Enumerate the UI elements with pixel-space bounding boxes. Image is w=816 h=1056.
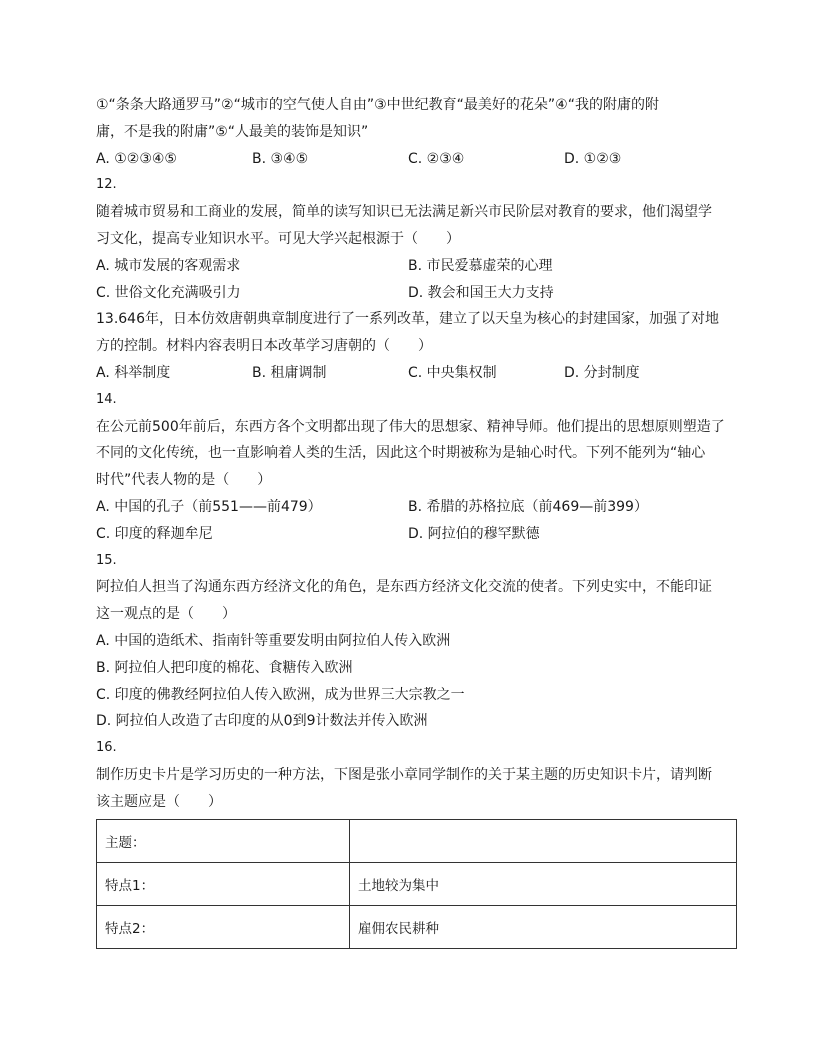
q12-option-b: B. 市民爱慕虚荣的心理 — [408, 257, 553, 274]
q14-options-row2 — [96, 521, 738, 548]
q12-option-a: A. 城市发展的客观需求 — [96, 257, 241, 274]
q13-option-b: B. 租庸调制 — [252, 364, 327, 381]
q12-stem-line1: 随着城市贸易和工商业的发展，简单的读写知识已无法满足新兴市民阶层对教育的要求，他们渴望学 — [96, 204, 712, 221]
q14-options-row1 — [96, 494, 738, 521]
q11-stem-line1: ①“条条大路通罗马”②“城市的空气使人自由”③中世纪教育“最美好的花朵”④“我的附庸的附 — [96, 97, 659, 113]
card-key-theme: 主题： — [97, 820, 350, 863]
q15-option-b: B. 阿拉伯人把印度的棉花、食糖传入欧洲 — [96, 659, 353, 676]
q16-stem-line2: 该主题应是（ ） — [96, 793, 222, 810]
q11-stem-line2: 庸，不是我的附庸”⑤“人最美的装饰是知识” — [96, 123, 369, 140]
q12-options-row2 — [96, 280, 738, 307]
q14-option-b: B. 希腊的苏格拉底（前469—前399） — [408, 498, 648, 515]
q14-number: 14. — [96, 391, 117, 407]
q12-options-row1 — [96, 253, 738, 280]
q14-option-d: D. 阿拉伯的穆罕默德 — [408, 525, 540, 542]
q11-option-b: B. ③④⑤ — [252, 150, 309, 167]
q14-option-c: C. 印度的释迦牟尼 — [96, 525, 213, 542]
q15-stem-line1: 阿拉伯人担当了沟通东西方经济文化的角色，是东西方经济文化交流的使者。下列史实中，不能印证 — [96, 579, 712, 596]
q11-option-c: C. ②③④ — [408, 150, 465, 167]
q12-option-c: C. 世俗文化充满吸引力 — [96, 284, 241, 301]
q15-number: 15. — [96, 552, 117, 568]
q14-stem-line3: 时代”代表人物的是（ ） — [96, 472, 272, 489]
table-row — [97, 820, 737, 863]
exam-page — [96, 92, 738, 816]
q11-option-d: D. ①②③ — [564, 150, 622, 167]
q14-stem-line1: 在公元前500年前后，东西方各个文明都出现了伟大的思想家、精神导师。他们提出的思想原则塑造了 — [96, 418, 725, 435]
q11-options — [96, 146, 738, 173]
q12-option-d: D. 教会和国王大力支持 — [408, 284, 554, 301]
q13-options — [96, 360, 738, 387]
history-knowledge-card-table — [96, 819, 737, 949]
q15-option-a: A. 中国的造纸术、指南针等重要发明由阿拉伯人传入欧洲 — [96, 632, 451, 649]
q15-option-c: C. 印度的佛教经阿拉伯人传入欧洲，成为世界三大宗教之一 — [96, 686, 465, 703]
card-value-feature2: 雇佣农民耕种 — [350, 906, 737, 949]
q13-option-a: A. 科举制度 — [96, 364, 171, 381]
q16-stem-line1: 制作历史卡片是学习历史的一种方法，下图是张小章同学制作的关于某主题的历史知识卡片，请判断 — [96, 766, 712, 783]
card-value-feature1: 土地较为集中 — [350, 863, 737, 906]
table-row — [97, 863, 737, 906]
q13-option-c: C. 中央集权制 — [408, 364, 497, 381]
q16-number: 16. — [96, 740, 117, 756]
q11-option-a: A. ①②③④⑤ — [96, 150, 177, 167]
q13-stem-line1: 13.646年，日本仿效唐朝典章制度进行了一系列改革，建立了以天皇为核心的封建国家，加强了对地 — [96, 311, 719, 328]
q14-option-a: A. 中国的孔子（前551——前479） — [96, 498, 322, 515]
q14-stem-line2: 不同的文化传统，也一直影响着人类的生活，因此这个时期被称为是轴心时代。下列不能列为“轴心 — [96, 445, 706, 462]
table-row — [97, 906, 737, 949]
q12-number: 12. — [96, 177, 117, 193]
q12-stem-line2: 习文化，提高专业知识水平。可见大学兴起根源于（ ） — [96, 230, 460, 247]
q13-option-d: D. 分封制度 — [564, 364, 640, 381]
q13-stem-line2: 方的控制。材料内容表明日本改革学习唐朝的（ ） — [96, 338, 432, 355]
card-value-theme — [350, 820, 737, 863]
q15-stem-line2: 这一观点的是（ ） — [96, 606, 236, 623]
q15-option-d: D. 阿拉伯人改造了古印度的从0到9计数法并传入欧洲 — [96, 713, 428, 730]
card-key-feature1: 特点1： — [97, 863, 350, 906]
card-key-feature2: 特点2： — [97, 906, 350, 949]
